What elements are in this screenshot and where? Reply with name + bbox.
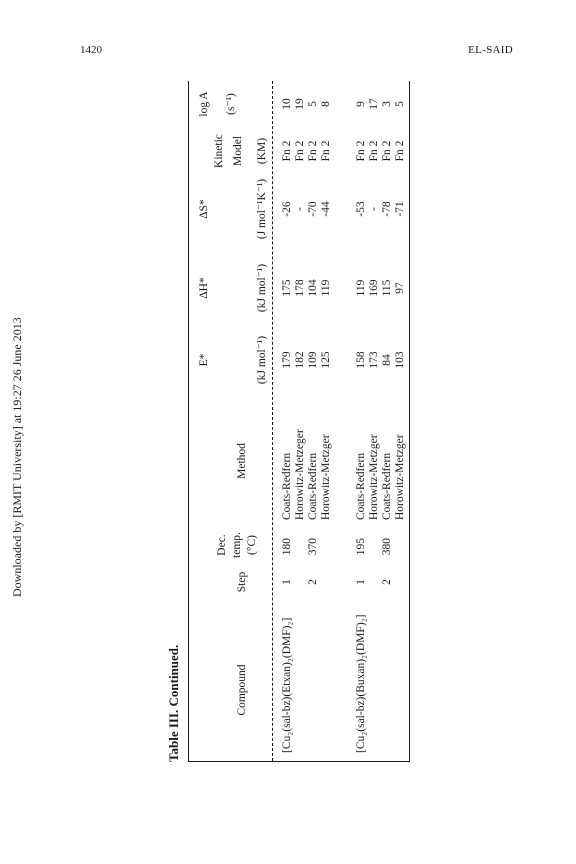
page-number: 1420 [80, 44, 102, 56]
header-divider [272, 81, 273, 761]
header-dec-line1: Dec. [216, 534, 228, 556]
running-head: EL-SAID [468, 44, 513, 56]
compound-name: [Cu₂(sal-bz)(Etxan)₂(DMF)₂] [281, 617, 293, 753]
header-e-line2: (kJ mol⁻¹) [256, 335, 268, 385]
header-dh-line1: ΔH* [198, 277, 210, 299]
rotated-table [166, 82, 426, 762]
header-dec-line3: (°C) [246, 535, 258, 555]
table-title: Table III. Continued. [166, 644, 181, 762]
download-watermark: Downloaded by [RMIT University] at 19:27 26 June 2013 [10, 317, 24, 597]
header-model-line1: Kinetic [213, 134, 225, 168]
header-ds-line2: (J mol⁻¹K⁻¹) [256, 178, 268, 240]
data-table: Compound Step Dec. temp. (°C) Method E* (kJ mol⁻¹) ΔH* (kJ mol⁻¹) ΔS* (J mol⁻¹K⁻¹) Kinetic Model (KM) log A (s⁻¹) [Cu₂(sal-bz)(Etxan)₂(DMF)₂] 1 180 Coats-Redfern 179 175 -26 Fn 2 10 Horowitz-Metzeger 182 178 - Fn 2 19 2 370 Coats-Redfern 109 104 -70 Fn 2 5 Horowitz-Metzger 125 119 -44 Fn 2 8 [Cu₂(sal-bz)(Buxan)₂(DMF)₂] 1 195 Coats-Redfern 158 119 -53 Fn 2 9 Horowitz-Metzger 173 169 - Fn 2 17 2 380 Coats-Redfern 84 115 -78 Fn 2 3 Horowitz-Metzger 103 97 -71 Fn 2 5 [188, 81, 410, 762]
header-model-line2: Model [232, 135, 244, 167]
compound-name: [Cu₂(sal-bz)(Buxan)₂(DMF)₂] [355, 614, 367, 753]
header-compound: Compound [236, 664, 248, 716]
header-loga-line1: log A [198, 91, 210, 117]
header-dh-line2: (kJ mol⁻¹) [256, 263, 268, 313]
header-model-line3: (KM) [256, 137, 268, 165]
header-ds-line1: ΔS* [198, 199, 210, 219]
header-dec-line2: temp. [231, 532, 243, 558]
header-step: Step [236, 571, 248, 593]
header-e-line1: E* [198, 353, 210, 367]
header-loga-line2: (s⁻¹) [225, 93, 237, 115]
header-method: Method [236, 443, 248, 479]
